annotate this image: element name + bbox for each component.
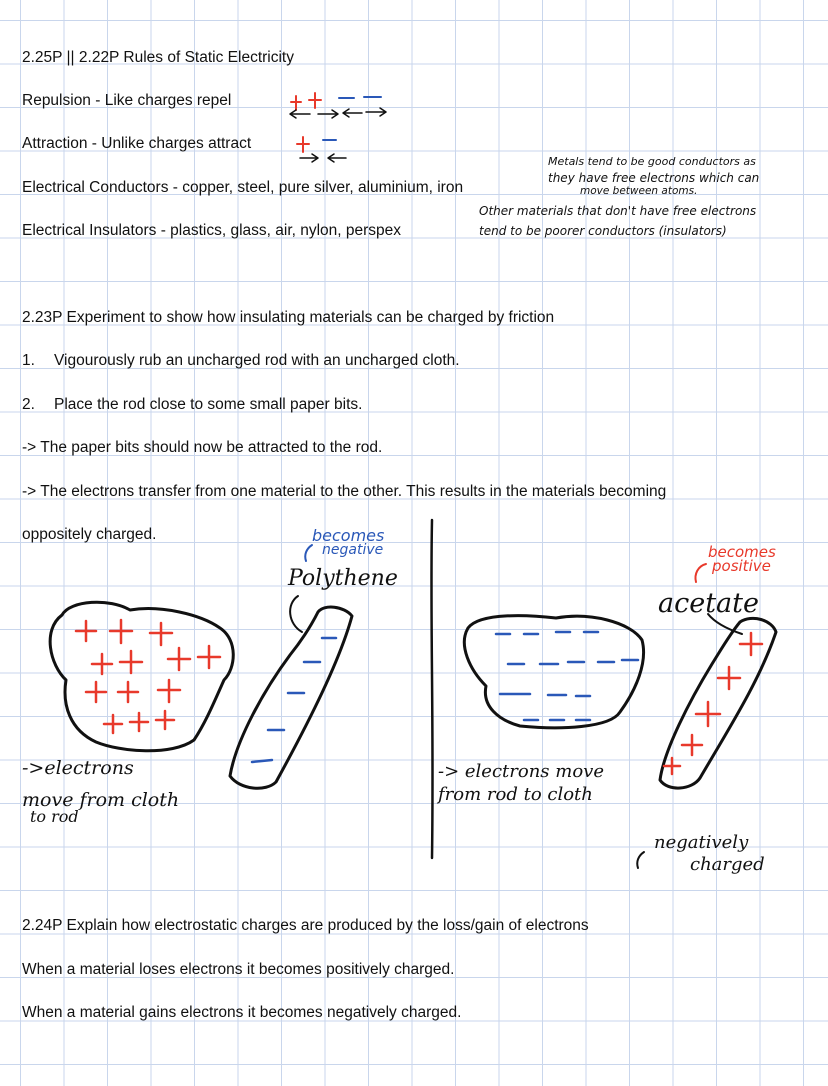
note-bracket — [695, 564, 706, 582]
plus-sign — [130, 713, 148, 731]
plus-sign — [291, 96, 301, 110]
experiment-result-2-cont: oppositely charged. — [22, 526, 157, 543]
plus-sign — [158, 680, 180, 702]
arrow-right — [300, 154, 318, 162]
cloth-outline — [50, 602, 233, 751]
left-cloth — [50, 602, 233, 751]
plus-sign — [297, 137, 309, 152]
metals-note-line2: they have free electrons which can — [548, 171, 760, 185]
plus-sign — [156, 711, 174, 729]
other-note-line2: tend to be poorer conductors (insulators) — [479, 224, 727, 238]
other-note-line1: Other materials that don't have free electrons — [479, 204, 757, 218]
plus-sign — [682, 735, 702, 755]
left-rod — [22, 526, 398, 826]
repulsion-sketch — [290, 93, 386, 118]
cloth-note-line1: negatively — [654, 832, 749, 853]
plus-sign — [198, 646, 220, 668]
experiment-result-2: -> The electrons transfer from one material to the other. This results in the materials becoming — [22, 483, 667, 500]
cloth-note-line2: charged — [690, 854, 765, 875]
arrow-left — [328, 154, 346, 162]
plus-sign — [92, 654, 112, 674]
step-number: 2. — [22, 396, 35, 413]
plus-sign — [76, 621, 96, 641]
attraction-rule: Attraction - Unlike charges attract — [22, 135, 252, 152]
note-bracket — [305, 545, 312, 561]
arrow-left — [290, 110, 310, 118]
polythene-label: Polythene — [288, 566, 398, 591]
right-caption-line2: from rod to cloth — [438, 784, 593, 805]
plus-sign — [168, 648, 190, 670]
left-caption-line3: to rod — [30, 807, 79, 826]
conductors-rule: Electrical Conductors - copper, steel, pure silver, aluminium, iron — [22, 179, 464, 196]
arrow-left — [343, 109, 362, 117]
acetate-label: acetate — [658, 588, 759, 619]
attraction-sketch — [297, 137, 346, 162]
experiment-heading: 2.23P Experiment to show how insulating materials can be charged by friction — [22, 309, 555, 326]
negative-charges — [496, 632, 638, 720]
insulators-rule: Electrical Insulators - plastics, glass, air, nylon, perspex — [22, 222, 402, 239]
diagram-divider — [431, 520, 432, 858]
note-bracket — [637, 852, 644, 868]
rod-outline — [230, 607, 352, 788]
plus-sign — [150, 623, 172, 645]
right-caption-line1: -> electrons move — [438, 761, 604, 782]
metals-note-line1: Metals tend to be good conductors as — [548, 155, 756, 168]
plus-sign — [696, 702, 720, 726]
minus-sign — [252, 760, 272, 762]
repulsion-rule: Repulsion - Like charges repel — [22, 92, 232, 109]
plus-sign — [110, 620, 132, 643]
metals-note-line3: move between atoms. — [580, 185, 698, 197]
explain-loses: When a material loses electrons it becomes positively charged. — [22, 961, 455, 978]
arrow-right — [318, 110, 338, 118]
right-rod — [436, 543, 776, 875]
plus-sign — [309, 93, 321, 108]
left-caption-line2: move from cloth — [22, 789, 180, 811]
plus-sign — [664, 758, 680, 774]
explain-heading: 2.24P Explain how electrostatic charges are produced by the loss/gain of electrons — [22, 917, 589, 934]
right-rod-note-line2: positive — [712, 557, 771, 575]
right-rod-note-line1: becomes — [708, 543, 776, 561]
conductor-annotation — [479, 155, 759, 238]
explain-gains: When a material gains electrons it becomes negatively charged. — [22, 1004, 462, 1021]
plus-sign — [120, 651, 142, 673]
positive-charges — [76, 620, 220, 733]
rod-label-pointer — [290, 596, 302, 632]
plus-sign — [740, 633, 762, 655]
rules-heading: 2.25P || 2.22P Rules of Static Electricity — [22, 49, 294, 66]
cloth-outline — [464, 616, 643, 728]
left-caption-line1: ->electrons — [22, 757, 134, 779]
step-number: 1. — [22, 352, 35, 369]
plus-sign — [118, 682, 138, 702]
right-cloth — [464, 616, 643, 728]
step-text: Vigourously rub an uncharged rod with an uncharged cloth. — [54, 352, 460, 369]
left-rod-note-line1: becomes — [312, 526, 385, 545]
negative-charges — [252, 638, 336, 762]
positive-charges — [664, 633, 762, 774]
plus-sign — [86, 682, 106, 702]
step-text: Place the rod close to some small paper bits. — [54, 396, 363, 413]
plus-sign — [104, 715, 122, 733]
left-rod-note-line2: negative — [322, 542, 384, 558]
experiment-result-1: -> The paper bits should now be attracted to the rod. — [22, 439, 383, 456]
arrow-right — [366, 108, 386, 116]
plus-sign — [718, 667, 740, 689]
